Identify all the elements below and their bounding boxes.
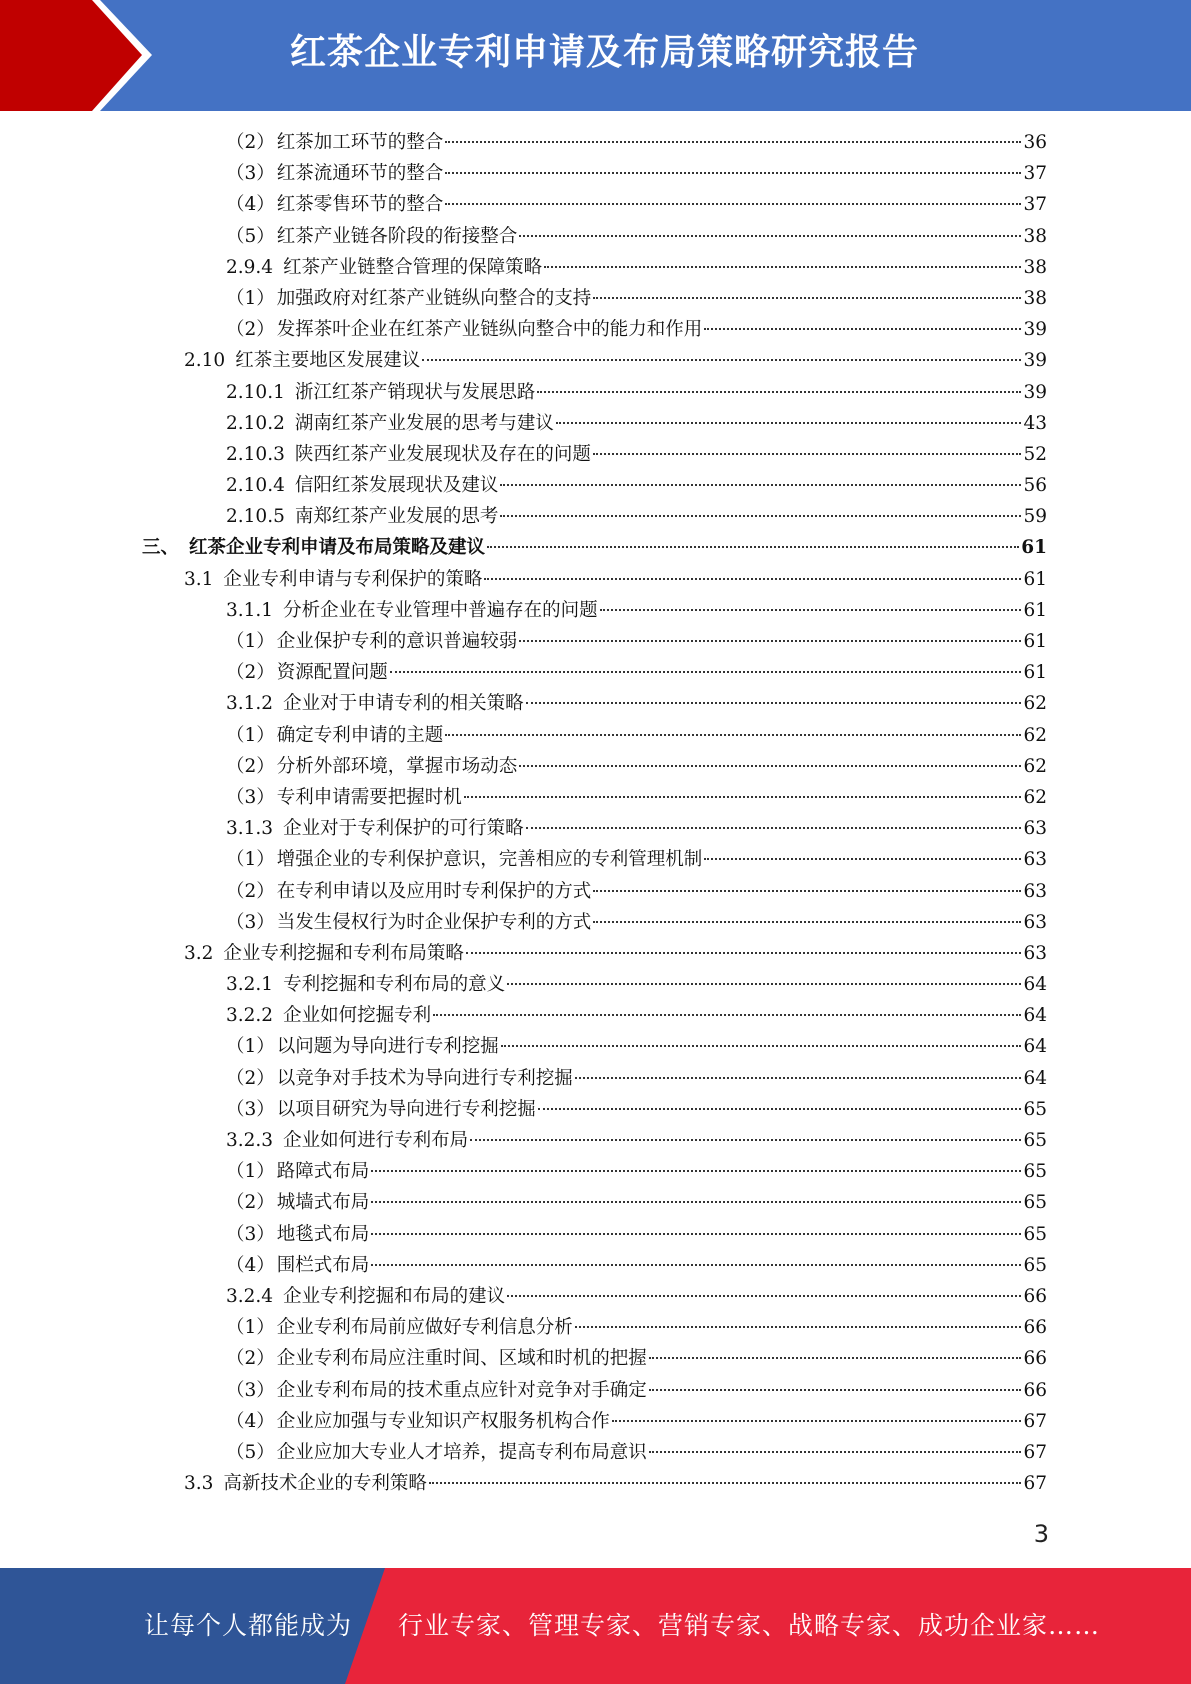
toc-dot-leader [466, 952, 1022, 954]
toc-dot-leader [470, 1139, 1021, 1141]
toc-entry-page: 64 [1023, 974, 1047, 996]
toc-entry[interactable] [0, 1281, 1191, 1312]
toc-entry-number: 2.10 [184, 350, 226, 372]
toc-entry-page: 61 [1023, 568, 1047, 590]
toc-entry-number: （1） [226, 287, 275, 309]
toc-entry-title: 浙江红茶产销现状与发展思路 [294, 381, 536, 403]
toc-entry-number: （5） [226, 1441, 275, 1463]
toc-entry-page: 39 [1023, 350, 1047, 372]
toc-dot-leader [649, 1389, 1022, 1391]
toc-entry[interactable] [0, 283, 1191, 314]
toc-entry-title: 专利挖掘和专利布局的意义 [283, 974, 506, 996]
toc-entry[interactable] [0, 564, 1191, 595]
toc-entry-title: 增强企业的专利保护意识，完善相应的专利管理机制 [276, 849, 703, 871]
toc-dot-leader [519, 235, 1021, 237]
toc-entry-page: 64 [1023, 1005, 1047, 1027]
toc-entry-number: （1） [226, 1161, 275, 1183]
toc-entry[interactable] [0, 470, 1191, 501]
toc-entry[interactable] [0, 813, 1191, 844]
toc-entry[interactable] [0, 688, 1191, 719]
toc-entry[interactable] [0, 127, 1191, 158]
toc-entry-number: （4） [226, 1254, 275, 1276]
toc-entry-number: （3） [226, 1379, 275, 1401]
toc-entry[interactable] [0, 969, 1191, 1000]
toc-dot-leader [649, 1451, 1022, 1453]
toc-dot-leader [519, 640, 1021, 642]
toc-entry-page: 64 [1023, 1067, 1047, 1089]
toc-dot-leader [704, 858, 1021, 860]
toc-entry[interactable] [0, 1156, 1191, 1187]
toc-entry[interactable] [0, 189, 1191, 220]
toc-dot-leader [593, 890, 1021, 892]
toc-dot-leader [487, 546, 1019, 548]
toc-entry[interactable] [0, 657, 1191, 688]
toc-entry[interactable] [0, 1468, 1191, 1499]
footer-slogan-right: 行业专家、管理专家、营销专家、战略专家、成功企业家…… [398, 1611, 1101, 1640]
toc-entry-page: 52 [1023, 443, 1047, 465]
toc-entry-page: 65 [1023, 1254, 1047, 1276]
toc-entry-title: 企业专利申请与专利保护的策略 [223, 568, 483, 590]
toc-entry-page: 63 [1023, 942, 1047, 964]
toc-entry[interactable] [0, 377, 1191, 408]
toc-entry-page: 38 [1023, 225, 1047, 247]
toc-dot-leader [445, 172, 1021, 174]
toc-entry-title: 湖南红茶产业发展的思考与建议 [294, 412, 554, 434]
toc-entry[interactable] [0, 1343, 1191, 1374]
toc-entry-page: 67 [1023, 1410, 1047, 1432]
toc-entry-number: （1） [226, 724, 275, 746]
toc-entry-title: 高新技术企业的专利策略 [223, 1473, 427, 1495]
toc-entry-page: 67 [1023, 1473, 1047, 1495]
toc-dot-leader [612, 1420, 1022, 1422]
toc-entry[interactable] [0, 1437, 1191, 1468]
toc-entry-page: 39 [1023, 381, 1047, 403]
toc-entry-number: （1） [226, 1317, 275, 1339]
toc-entry-title: 专利申请需要把握时机 [276, 786, 462, 808]
toc-entry-title: 陕西红茶产业发展现状及存在的问题 [294, 443, 591, 465]
toc-entry-number: 3.1.2 [226, 693, 274, 715]
toc-dot-leader [464, 796, 1022, 798]
toc-entry-number: （2） [226, 662, 275, 684]
toc-entry-number: 2.10.1 [226, 381, 285, 403]
toc-entry-title: 分析企业在专业管理中普遍存在的问题 [283, 599, 598, 621]
toc-entry[interactable] [0, 1094, 1191, 1125]
toc-dot-leader [371, 1264, 1021, 1266]
toc-entry-title: 企业应加大专业人才培养，提高专利布局意识 [276, 1441, 647, 1463]
toc-entry-title: 红茶产业链各阶段的衔接整合 [276, 225, 518, 247]
toc-entry[interactable] [0, 501, 1191, 532]
toc-entry-number: （1） [226, 631, 275, 652]
toc-dot-leader [519, 765, 1021, 767]
toc-entry-page: 67 [1023, 1441, 1047, 1463]
toc-entry-number: 三、 [142, 537, 180, 559]
toc-entry[interactable] [0, 1219, 1191, 1250]
toc-entry[interactable] [0, 876, 1191, 907]
toc-dot-leader [507, 983, 1021, 985]
toc-dot-leader [649, 1357, 1022, 1359]
toc-entry[interactable] [0, 844, 1191, 875]
toc-entry-page: 63 [1023, 911, 1047, 933]
toc-dot-leader [507, 1295, 1021, 1297]
toc-entry-title: 当发生侵权行为时企业保护专利的方式 [276, 911, 592, 933]
toc-entry-number: 3.1.3 [226, 818, 274, 840]
toc-entry-title: 企业如何进行专利布局 [283, 1130, 469, 1151]
toc-entry-title: 资源配置问题 [276, 662, 388, 684]
toc-dot-leader [593, 921, 1021, 923]
toc-entry-page: 62 [1023, 724, 1047, 746]
toc-dot-leader [537, 391, 1021, 393]
toc-dot-leader [445, 141, 1021, 143]
toc-entry-number: 3.2.3 [226, 1130, 274, 1151]
toc-dot-leader [371, 1233, 1021, 1235]
toc-entry-number: （3） [226, 786, 275, 808]
toc-entry-number: （2） [226, 755, 275, 777]
toc-dot-leader [371, 1170, 1021, 1172]
toc-entry-number: 2.10.2 [226, 412, 285, 434]
toc-entry[interactable] [0, 720, 1191, 751]
toc-entry-title: 围栏式布局 [276, 1254, 370, 1276]
toc-entry-number: 2.10.4 [226, 475, 285, 497]
toc-entry[interactable] [0, 158, 1191, 189]
toc-entry[interactable] [0, 782, 1191, 813]
toc-entry-title: 企业应加强与专业知识产权服务机构合作 [276, 1410, 610, 1432]
toc-dot-leader [704, 328, 1021, 330]
toc-entry-title: 企业专利布局前应做好专利信息分析 [276, 1317, 573, 1339]
toc-entry-page: 62 [1023, 693, 1047, 715]
toc-entry-title: 企业如何挖掘专利 [283, 1005, 432, 1027]
toc-dot-leader [445, 203, 1021, 205]
page-number: 3 [1033, 1520, 1049, 1548]
toc-entry-number: （3） [226, 1098, 275, 1120]
toc-entry[interactable] [0, 1375, 1191, 1406]
toc-entry-page: 65 [1023, 1130, 1047, 1151]
toc-entry-title: 红茶流通环节的整合 [276, 163, 444, 185]
toc-entry-number: （4） [226, 1410, 275, 1432]
toc-entry-number: （2） [226, 1067, 275, 1089]
toc-entry-number: 2.10.5 [226, 506, 285, 528]
toc-entry-page: 65 [1023, 1192, 1047, 1214]
toc-dot-leader [526, 827, 1022, 829]
toc-entry-number: （2） [226, 1348, 275, 1370]
toc-entry-number: （5） [226, 225, 275, 247]
toc-entry-page: 63 [1023, 880, 1047, 902]
toc-entry-number: （3） [226, 1223, 275, 1245]
toc-entry-page: 37 [1023, 194, 1047, 216]
toc-entry-title: 以竞争对手技术为导向进行专利挖掘 [276, 1067, 573, 1089]
toc-dot-leader [445, 734, 1021, 736]
toc-entry-title: 发挥茶叶企业在红茶产业链纵向整合中的能力和作用 [276, 319, 703, 341]
toc-entry-title: 以项目研究为导向进行专利挖掘 [276, 1098, 536, 1120]
toc-entry-title: 企业专利挖掘和布局的建议 [283, 1285, 506, 1307]
toc-dot-leader [500, 484, 1021, 486]
toc-entry-title: 企业专利布局的技术重点应针对竞争对手确定 [276, 1379, 647, 1401]
toc-entry-number: （3） [226, 163, 275, 185]
toc-entry-title: 企业对于申请专利的相关策略 [283, 693, 524, 715]
toc-entry[interactable] [0, 751, 1191, 782]
toc-entry-title: 在专利申请以及应用时专利保护的方式 [276, 880, 592, 902]
toc-entry-number: 2.10.3 [226, 443, 285, 465]
toc-dot-leader [500, 515, 1021, 517]
toc-entry-title: 企业专利挖掘和专利布局策略 [223, 942, 464, 964]
toc-dot-leader [538, 1108, 1022, 1110]
toc-entry[interactable] [0, 1125, 1191, 1156]
toc-entry-title: 红茶产业链整合管理的保障策略 [283, 256, 543, 278]
toc-entry-page: 62 [1023, 786, 1047, 808]
toc-entry-page: 65 [1023, 1098, 1047, 1120]
toc-entry-title: 确定专利申请的主题 [276, 724, 444, 746]
toc-dot-leader [544, 266, 1021, 268]
toc-dot-leader [433, 1014, 1021, 1016]
toc-entry-page: 36 [1023, 132, 1047, 153]
toc-entry-page: 61 [1023, 631, 1047, 652]
toc-dot-leader [501, 1045, 1022, 1047]
toc-entry-title: 企业对于专利保护的可行策略 [283, 818, 524, 840]
toc-entry[interactable] [0, 221, 1191, 252]
toc-dot-leader [371, 1201, 1021, 1203]
toc-entry-page: 61 [1023, 599, 1047, 621]
toc-entry-title: 分析外部环境，掌握市场动态 [276, 755, 518, 777]
toc-entry-page: 66 [1023, 1348, 1047, 1370]
toc-entry-number: 3.2.4 [226, 1285, 274, 1307]
toc-dot-leader [556, 422, 1022, 424]
toc-entry[interactable] [0, 314, 1191, 345]
toc-entry-page: 66 [1023, 1379, 1047, 1401]
toc-entry-page: 38 [1023, 287, 1047, 309]
toc-dot-leader [593, 297, 1021, 299]
toc-entry-number: 3.3 [184, 1473, 214, 1495]
toc-entry-page: 37 [1023, 163, 1047, 185]
toc-entry[interactable] [0, 408, 1191, 439]
toc-entry-page: 65 [1023, 1161, 1047, 1183]
toc-entry-title: 城墙式布局 [276, 1192, 370, 1214]
toc-entry[interactable] [0, 1250, 1191, 1281]
toc-entry[interactable] [0, 1031, 1191, 1062]
toc-entry-page: 56 [1023, 475, 1047, 497]
toc-entry[interactable] [0, 626, 1191, 657]
toc-entry-number: （1） [226, 849, 275, 871]
toc-entry[interactable] [0, 1187, 1191, 1218]
toc-entry-page: 61 [1023, 662, 1047, 684]
page-header [0, 0, 1191, 111]
toc-entry-page: 63 [1023, 818, 1047, 840]
toc-entry-title: 信阳红茶发展现状及建议 [294, 475, 499, 497]
toc-entry-number: 3.1 [184, 568, 214, 590]
toc-entry-title: 红茶企业专利申请及布局策略及建议 [189, 537, 486, 559]
toc-dot-leader [390, 671, 1022, 673]
toc-entry-number: （3） [226, 911, 275, 933]
toc-entry-number: 3.2.2 [226, 1005, 274, 1027]
toc-dot-leader [575, 1326, 1022, 1328]
toc-entry-page: 62 [1023, 755, 1047, 777]
toc-dot-leader [484, 578, 1021, 580]
toc-dot-leader [526, 702, 1022, 704]
toc-dot-leader [593, 453, 1022, 455]
toc-entry-number: （2） [226, 880, 275, 902]
toc-entry-title: 加强政府对红茶产业链纵向整合的支持 [276, 287, 592, 309]
toc-entry-title: 路障式布局 [276, 1161, 370, 1183]
toc-entry-title: 企业专利布局应注重时间、区域和时机的把握 [276, 1348, 647, 1370]
toc-dot-leader [575, 1077, 1022, 1079]
toc-entry-number: （2） [226, 319, 275, 341]
toc-entry-page: 66 [1023, 1285, 1047, 1307]
toc-entry-page: 59 [1023, 506, 1047, 528]
toc-entry[interactable] [0, 439, 1191, 470]
document-title: 红茶企业专利申请及布局策略研究报告 [289, 32, 919, 73]
toc-entry-page: 64 [1023, 1036, 1047, 1058]
table-of-contents [0, 127, 1191, 1499]
toc-entry[interactable] [0, 907, 1191, 938]
toc-entry-title: 地毯式布局 [276, 1223, 370, 1245]
toc-entry-number: 2.9.4 [226, 256, 274, 278]
toc-entry[interactable] [0, 532, 1191, 563]
toc-entry-number: （2） [226, 1192, 275, 1214]
toc-entry-page: 66 [1023, 1317, 1047, 1339]
toc-dot-leader [429, 1482, 1022, 1484]
toc-entry-page: 63 [1023, 849, 1047, 871]
toc-entry-page: 61 [1021, 537, 1047, 559]
toc-entry-title: 企业保护专利的意识普遍较弱 [276, 631, 518, 652]
toc-entry[interactable] [0, 595, 1191, 626]
toc-dot-leader [422, 359, 1021, 361]
toc-entry-title: 南郑红茶产业发展的思考 [294, 506, 499, 528]
toc-entry[interactable] [0, 938, 1191, 969]
toc-entry-number: （2） [226, 132, 275, 153]
toc-entry-number: （1） [226, 1036, 275, 1058]
toc-entry-title: 以问题为导向进行专利挖掘 [276, 1036, 499, 1058]
toc-entry-page: 38 [1023, 256, 1047, 278]
toc-entry[interactable] [0, 1000, 1191, 1031]
toc-entry-title: 红茶主要地区发展建议 [235, 350, 421, 372]
toc-entry-page: 39 [1023, 319, 1047, 341]
toc-entry[interactable] [0, 1312, 1191, 1343]
toc-entry-number: 3.2 [184, 942, 214, 964]
toc-entry-title: 红茶加工环节的整合 [276, 132, 444, 153]
page-footer [0, 1568, 1191, 1684]
toc-entry[interactable] [0, 1063, 1191, 1094]
toc-entry-title: 红茶零售环节的整合 [276, 194, 444, 216]
toc-entry[interactable] [0, 345, 1191, 376]
toc-entry-page: 65 [1023, 1223, 1047, 1245]
toc-entry-page: 43 [1023, 412, 1047, 434]
footer-slogan-left: 让每个人都能成为 [144, 1611, 353, 1640]
toc-entry-number: 3.1.1 [226, 599, 274, 621]
toc-dot-leader [600, 609, 1022, 611]
toc-entry[interactable] [0, 252, 1191, 283]
toc-entry[interactable] [0, 1406, 1191, 1437]
toc-entry-number: 3.2.1 [226, 974, 274, 996]
toc-entry-number: （4） [226, 194, 275, 216]
